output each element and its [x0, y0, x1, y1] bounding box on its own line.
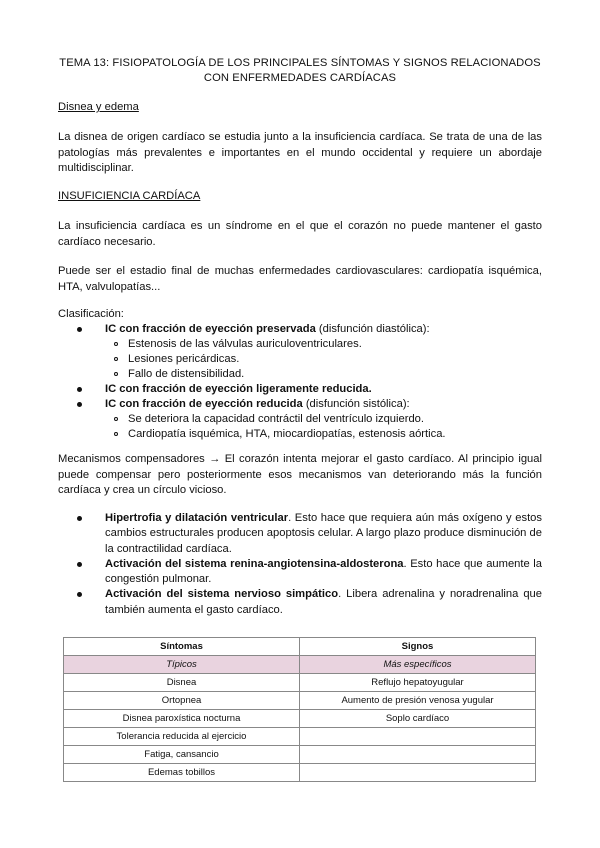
list-item [58, 397, 542, 412]
item-bold: Activación del sistema nervioso simpático [105, 588, 339, 601]
item-text: (disfunción sistólica): [302, 398, 410, 410]
table-row [64, 674, 536, 692]
table-cell [300, 746, 536, 764]
table-cell [300, 764, 536, 782]
list-item [58, 587, 542, 618]
item-text: . Esto hace que aumente la congestión pulmonar. [105, 557, 542, 586]
page-title [40, 56, 560, 86]
table-cell: Fatiga, cansancio [64, 746, 300, 764]
table-cell: Reflujo hepatoyugular [300, 674, 536, 692]
table-subheader-cell: Más específicos [300, 656, 536, 674]
list-subitem: Estenosis de las válvulas auriculoventriculares. [58, 337, 542, 352]
section-heading-insuficiencia: INSUFICIENCIA CARDÍACA [58, 190, 201, 202]
list-item [58, 557, 542, 588]
table-row [64, 728, 536, 746]
table-row [64, 710, 536, 728]
item-text: . Esto hace que requiera aún más oxígeno y estos cambios estructurales producen apoptosis celular. A largo plazo produce disminución de la contractilidad cardíaca. [105, 512, 542, 555]
paragraph-disnea-intro: La disnea de origen cardíaco se estudia junto a la insuficiencia cardíaca. Se trata de una de las patologías más prevalentes e importantes en el mundo occidental y requiere un abordaje multidisciplinar. [58, 131, 542, 174]
list-item [58, 322, 542, 337]
table-cell: Soplo cardíaco [300, 710, 536, 728]
table-cell: Aumento de presión venosa yugular [300, 692, 536, 710]
symptoms-signs-table [63, 637, 536, 782]
table-header-row [64, 638, 536, 656]
title-line-1: TEMA 13: FISIOPATOLOGÍA DE LOS PRINCIPALES SÍNTOMAS Y SIGNOS RELACIONADOS [59, 57, 541, 69]
item-bold: Hipertrofia y dilatación ventricular [105, 512, 289, 524]
classification-list [58, 322, 542, 442]
mechanisms-list [58, 511, 542, 618]
section-heading-disnea: Disnea y edema [58, 101, 139, 113]
item-bold: Activación del sistema renina-angiotensina-aldosterona [105, 557, 404, 570]
table-cell: Tolerancia reducida al ejercicio [64, 728, 300, 746]
table-row [64, 692, 536, 710]
list-subitem: Lesiones pericárdicas. [58, 352, 542, 367]
table-subheader-row [64, 656, 536, 674]
title-line-2: CON ENFERMEDADES CARDÍACAS [203, 72, 397, 84]
item-bold: IC con fracción de eyección preservada [105, 323, 316, 335]
item-text: (disfunción diastólica): [315, 323, 430, 335]
table-row [64, 764, 536, 782]
item-bold: IC con fracción de eyección ligeramente reducida. [105, 383, 372, 395]
list-item [58, 382, 542, 397]
paragraph-mechanisms: Mecanismos compensadores → El corazón intenta mejorar el gasto cardíaco. Al principio igual puede compensar pero posteriormente esos mecanismos van deteriorando más la función cardíaca y crea un círculo vicioso. [58, 453, 542, 496]
table-cell [300, 728, 536, 746]
classification-label: Clasificación: [58, 308, 124, 320]
table-header-cell: Síntomas [64, 638, 300, 656]
item-text: . Libera adrenalina y noradrenalina que también aumenta el gasto cardíaco. [105, 588, 542, 616]
list-item [58, 511, 542, 557]
table-cell: Disnea paroxística nocturna [64, 710, 300, 728]
table-cell: Edemas tobillos [64, 764, 300, 782]
list-subitem: Cardiopatía isquémica, HTA, miocardiopatías, estenosis aórtica. [58, 427, 542, 442]
table-row [64, 746, 536, 764]
table-subheader-cell: Típicos [64, 656, 300, 674]
list-subitem: Se deteriora la capacidad contráctil del ventrículo izquierdo. [58, 412, 542, 427]
paragraph-ic-stage: Puede ser el estadio final de muchas enfermedades cardiovasculares: cardiopatía isquémica, HTA, valvulopatías... [58, 265, 542, 293]
table-header-cell: Signos [300, 638, 536, 656]
table-cell: Disnea [64, 674, 300, 692]
paragraph-ic-definition: La insuficiencia cardíaca es un síndrome en el que el corazón no puede mantener el gasto cardíaco necesario. [58, 220, 542, 248]
item-bold: IC con fracción de eyección reducida [105, 398, 303, 410]
table-cell: Ortopnea [64, 692, 300, 710]
list-subitem: Fallo de distensibilidad. [58, 367, 542, 382]
